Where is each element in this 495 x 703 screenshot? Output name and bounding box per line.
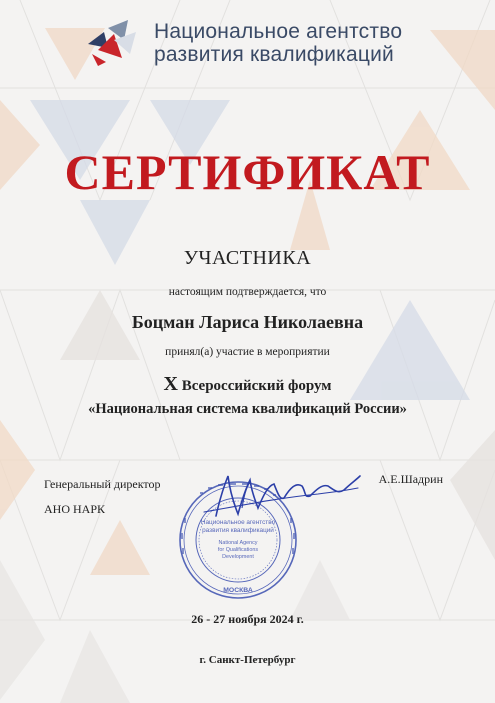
confirm-text: настоящим подтверждается, что [168,286,327,298]
organization-name-line1: Национальное агентство [154,20,403,43]
nark-logo-icon [84,18,146,68]
organization-name-line2: развития квалификаций [154,43,394,66]
participant-name: Боцман Лариса Николаевна [131,312,364,332]
signer-position [44,472,161,522]
participation-text: принял(а) участие в мероприятии [165,346,330,358]
stamp-en-line2: for Qualifications [217,547,259,553]
event-title-line2: «Национальная система квалификаций России» [88,401,407,417]
signer-name: А.Е.Шадрин [378,472,443,486]
stamp-ru-line1: Национальное агентство [200,519,276,526]
stamp-city: МОСКВА [223,587,253,594]
stamp-ru-line2: развития квалификаций [202,527,274,534]
stamp-en-line3: Development [222,554,254,560]
signer-position-line1: Генеральный директор [44,477,161,491]
event-numeral: X [163,373,178,395]
organization-name [154,20,402,66]
certificate-subtitle: УЧАСТНИКА [183,247,312,269]
event-title-line1 [0,373,495,396]
certificate-title: СЕРТИФИКАТ [64,144,431,200]
event-city: г. Санкт-Петербург [199,654,296,666]
stamp-en-line1: National Agency [218,540,258,546]
header [84,18,424,74]
event-dates: 26 - 27 ноября 2024 г. [191,612,304,626]
signer-position-line2: АНО НАРК [44,502,106,516]
handwritten-signature [198,468,364,528]
event-name: Всероссийский форум [181,378,332,394]
